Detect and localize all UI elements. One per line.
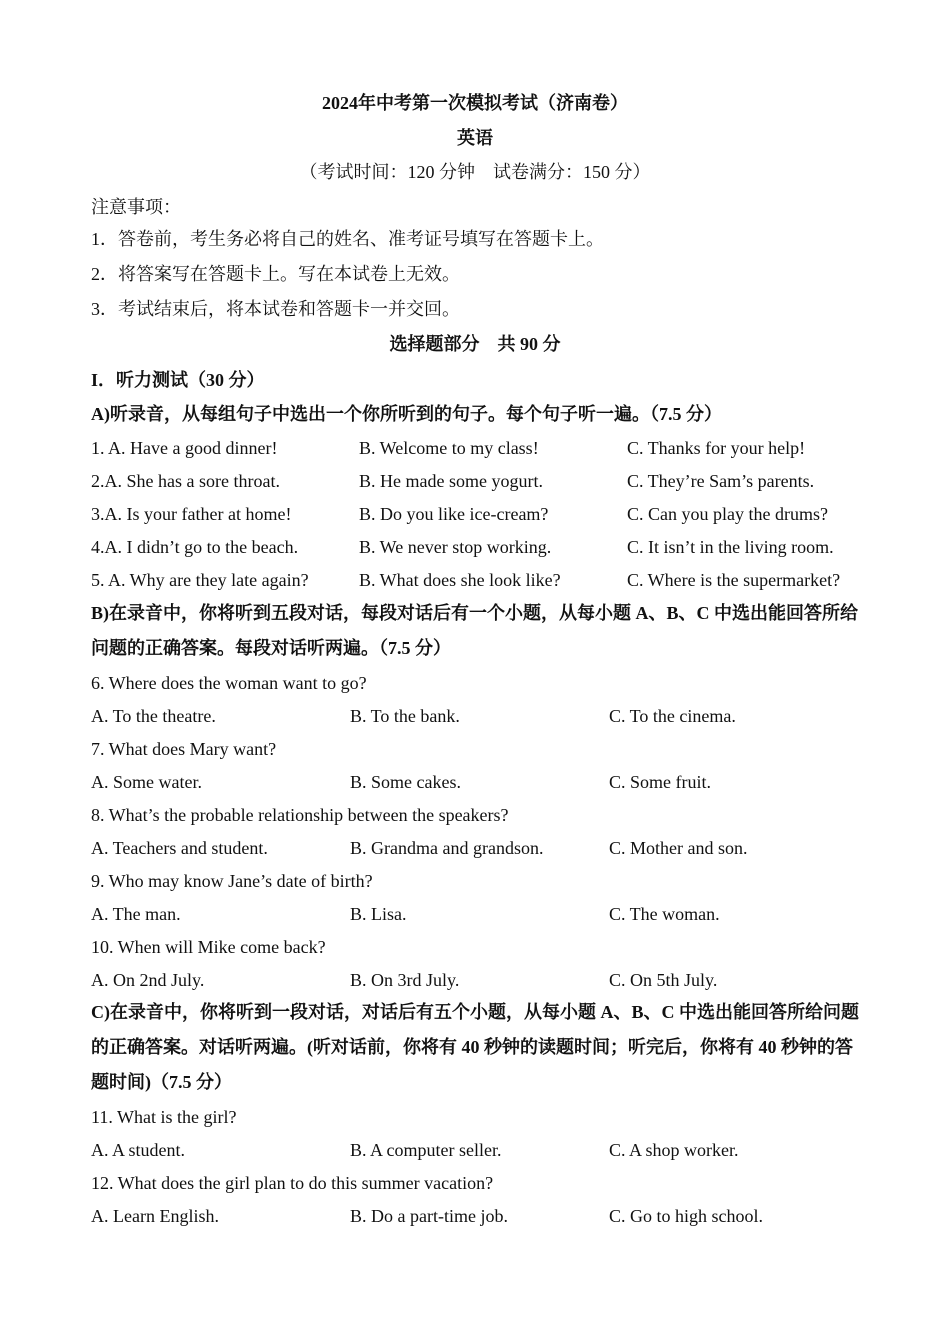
option-b: B. Some cakes. — [350, 772, 461, 792]
part-c-instruction: C)在录音中，你将听到一段对话，对话后有五个小题，从每小题 A、B、C 中选出能回答所给问题的正确答案。对话听两遍。(听对话前，你将有 40 秒钟的读题时间；听完后，你将有 40 秒钟的答题时间)（7.5 分） — [91, 1002, 859, 1092]
exam-title: 2024年中考第一次模拟考试（济南卷） — [322, 93, 628, 113]
option-c: C. Where is the supermarket? — [627, 570, 841, 590]
question-stem: 6. Where does the woman want to go? — [91, 673, 367, 693]
option-c: C. To the cinema. — [609, 706, 736, 726]
option-b: B. We never stop working. — [359, 537, 552, 557]
question-stem: 10. When will Mike come back? — [91, 937, 326, 957]
option-a: 5. A. Why are they late again? — [91, 570, 309, 590]
option-b: B. Grandma and grandson. — [350, 838, 544, 858]
option-a: A. On 2nd July. — [91, 970, 205, 990]
option-b: B. On 3rd July. — [350, 970, 460, 990]
option-a: 1. A. Have a good dinner! — [91, 438, 278, 458]
option-c: C. It isn’t in the living room. — [627, 537, 834, 557]
notes-heading: 注意事项： — [91, 197, 181, 217]
option-b: B. He made some yogurt. — [359, 471, 543, 491]
section-title: I．听力测试（30 分） — [91, 370, 265, 390]
option-c: C. A shop worker. — [609, 1140, 739, 1160]
note-item: 2．将答案写在答题卡上。写在本试卷上无效。 — [91, 264, 460, 284]
exam-info: （考试时间：120 分钟 试卷满分：150 分） — [299, 162, 651, 182]
note-item: 1．答卷前，考生务必将自己的姓名、准考证号填写在答题卡上。 — [91, 229, 604, 249]
question-stem: 9. Who may know Jane’s date of birth? — [91, 871, 373, 891]
part-b-instruction: B)在录音中，你将听到五段对话，每段对话后有一个小题，从每小题 A、B、C 中选出能回答所给问题的正确答案。每段对话听两遍。（7.5 分） — [91, 603, 858, 658]
option-c: C. Mother and son. — [609, 838, 748, 858]
option-b: B. To the bank. — [350, 706, 460, 726]
option-b: B. What does she look like? — [359, 570, 561, 590]
option-a: 4.A. I didn’t go to the beach. — [91, 537, 299, 557]
option-a: A. Teachers and student. — [91, 838, 268, 858]
option-c: C. On 5th July. — [609, 970, 718, 990]
option-b: B. Do a part-time job. — [350, 1206, 508, 1226]
option-b: B. Welcome to my class! — [359, 438, 539, 458]
note-item: 3．考试结束后，将本试卷和答题卡一并交回。 — [91, 299, 460, 319]
option-c: C. They’re Sam’s parents. — [627, 471, 815, 491]
option-a: A. The man. — [91, 904, 181, 924]
option-c: C. Some fruit. — [609, 772, 711, 792]
option-b: B. A computer seller. — [350, 1140, 502, 1160]
option-c: C. Go to high school. — [609, 1206, 764, 1226]
part-a-instruction: A)听录音，从每组句子中选出一个你所听到的句子。每个句子听一遍。（7.5 分） — [91, 404, 722, 424]
question-stem: 8. What’s the probable relationship between the speakers? — [91, 805, 509, 825]
option-a: A. Learn English. — [91, 1206, 219, 1226]
question-stem: 12. What does the girl plan to do this summer vacation? — [91, 1173, 494, 1193]
option-c: C. The woman. — [609, 904, 720, 924]
option-a: A. Some water. — [91, 772, 202, 792]
option-a: 2.A. She has a sore throat. — [91, 471, 280, 491]
option-a: A. To the theatre. — [91, 706, 216, 726]
option-c: C. Can you play the drums? — [627, 504, 828, 524]
option-a: A. A student. — [91, 1140, 186, 1160]
question-stem: 11. What is the girl? — [91, 1107, 237, 1127]
subject-title: 英语 — [457, 128, 493, 148]
option-c: C. Thanks for your help! — [627, 438, 806, 458]
option-b: B. Do you like ice-cream? — [359, 504, 549, 524]
option-a: 3.A. Is your father at home! — [91, 504, 292, 524]
option-b: B. Lisa. — [350, 904, 407, 924]
part-heading: 选择题部分 共 90 分 — [389, 334, 561, 354]
question-stem: 7. What does Mary want? — [91, 739, 277, 759]
